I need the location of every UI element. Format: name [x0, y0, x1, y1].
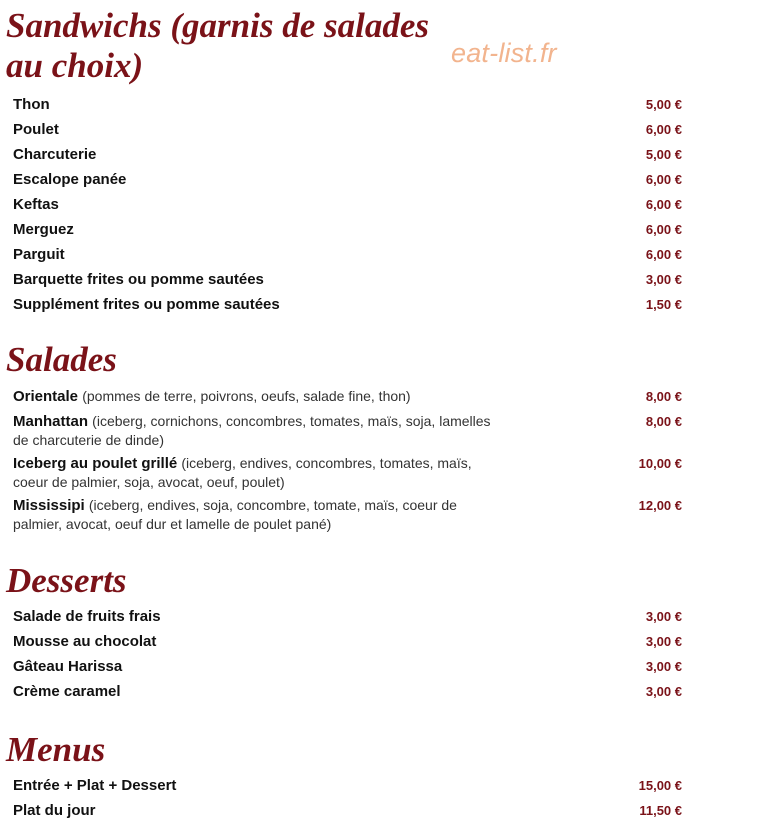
section-desserts	[0, 561, 779, 705]
item-price: 8,00 €	[645, 389, 682, 404]
item-name: Mousse au chocolat	[13, 633, 157, 650]
watermark: eat-list.fr	[451, 38, 557, 68]
item-name: Crème caramel	[13, 683, 121, 700]
list-item	[0, 494, 682, 536]
item-price: 12,00 €	[638, 498, 682, 513]
list-item	[0, 268, 682, 293]
item-name: Merguez	[13, 221, 74, 238]
item-name: Parguit	[13, 246, 65, 263]
section-title-desserts: Desserts	[6, 561, 127, 600]
item-price: 3,00 €	[645, 609, 682, 624]
item-name: Keftas	[13, 196, 59, 213]
item-price: 3,00 €	[645, 659, 682, 674]
item-name: Charcuterie	[13, 146, 97, 163]
item-price: 6,00 €	[645, 122, 682, 137]
list-item	[0, 143, 682, 168]
list-item	[0, 605, 682, 630]
list-item	[0, 293, 682, 318]
item-price: 3,00 €	[645, 272, 682, 287]
list-item	[0, 774, 682, 799]
item-name: Barquette frites ou pomme sautées	[13, 271, 264, 288]
list-item	[0, 630, 682, 655]
item-price: 6,00 €	[645, 247, 682, 262]
item-name: Entrée + Plat + Dessert	[13, 777, 177, 794]
list-item	[0, 385, 682, 410]
item-description: (pommes de terre, poivrons, oeufs, salade fine, thon)	[82, 388, 411, 404]
section-title-line: au choix)	[6, 46, 144, 85]
item-price: 15,00 €	[638, 778, 682, 793]
item-list	[0, 605, 779, 705]
item-price: 3,00 €	[645, 634, 682, 649]
item-list	[0, 774, 779, 824]
list-item	[0, 410, 682, 452]
section-title-line: Sandwichs (garnis de salades	[6, 6, 429, 45]
item-name: Poulet	[13, 121, 59, 138]
item-name: Gâteau Harissa	[13, 658, 123, 675]
list-item	[0, 680, 682, 705]
item-list	[0, 93, 779, 318]
item-price: 5,00 €	[645, 147, 682, 162]
list-item	[0, 218, 682, 243]
item-price: 3,00 €	[645, 684, 682, 699]
section-title-menus: Menus	[6, 730, 106, 769]
item-name: Manhattan	[13, 413, 88, 430]
item-price: 1,50 €	[645, 297, 682, 312]
list-item	[0, 118, 682, 143]
list-item	[0, 655, 682, 680]
item-price: 6,00 €	[645, 197, 682, 212]
section-title-salades: Salades	[6, 340, 117, 379]
list-item	[0, 168, 682, 193]
item-name: Escalope panée	[13, 171, 127, 188]
item-price: 6,00 €	[645, 172, 682, 187]
list-item	[0, 193, 682, 218]
list-item	[0, 799, 682, 824]
item-price: 5,00 €	[645, 97, 682, 112]
list-item	[0, 243, 682, 268]
item-price: 10,00 €	[638, 456, 682, 471]
item-name: Mississipi	[13, 497, 85, 514]
list-item	[0, 93, 682, 118]
item-name: Plat du jour	[13, 802, 96, 819]
item-name: Thon	[13, 96, 50, 113]
list-item	[0, 452, 682, 494]
item-list	[0, 385, 779, 536]
item-price: 8,00 €	[645, 414, 682, 429]
item-description: (iceberg, endives, soja, concombre, tomate, maïs, coeur de palmier, avocat, oeuf dur et lamelle de poulet pané)	[13, 497, 457, 532]
item-name: Supplément frites ou pomme sautées	[13, 296, 280, 313]
item-name: Iceberg au poulet grillé	[13, 455, 178, 472]
item-description: (iceberg, cornichons, concombres, tomates, maïs, soja, lamelles de charcuterie de dinde)	[13, 413, 491, 448]
item-name: Orientale	[13, 388, 79, 405]
section-menus	[0, 730, 779, 824]
item-price: 6,00 €	[645, 222, 682, 237]
section-sandwichs	[0, 6, 779, 318]
item-description: (iceberg, endives, concombres, tomates, maïs, coeur de palmier, soja, avocat, oeuf, poulet)	[13, 455, 472, 490]
section-salades	[0, 340, 779, 536]
item-name: Salade de fruits frais	[13, 608, 161, 625]
section-title-sandwichs	[0, 6, 779, 86]
item-price: 11,50 €	[639, 803, 682, 818]
